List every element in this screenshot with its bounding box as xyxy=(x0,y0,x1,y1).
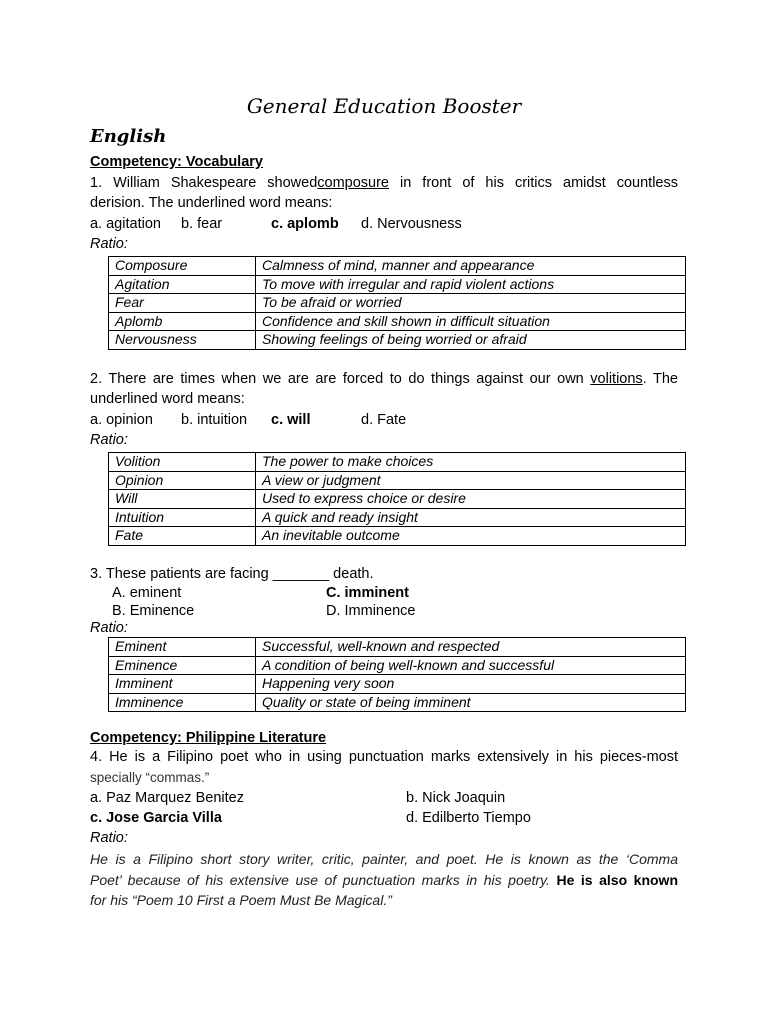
q4-line1: 4. He is a Filipino poet who in using punctuation marks extensively in his pieces-most xyxy=(90,749,678,765)
table-row xyxy=(109,527,686,546)
table-cell: Aplomb xyxy=(109,312,256,331)
table-row xyxy=(109,331,686,350)
table-cell: Used to express choice or desire xyxy=(256,490,686,509)
q3-option-b: B. Eminence xyxy=(112,603,195,619)
table-cell: Opinion xyxy=(109,471,256,490)
q4-option-d: d. Edilberto Tiempo xyxy=(406,810,531,826)
q1-prefix: 1. William Shakespeare showed xyxy=(90,175,318,191)
q3-option-a: A. eminent xyxy=(112,585,182,601)
table-row xyxy=(109,638,686,657)
q2-prefix: 2. There are times when we are are forced to do things against our own xyxy=(90,371,584,387)
table-row xyxy=(109,508,686,527)
q4-ratio-line3: for his “Poem 10 First a Poem Must Be Magical.” xyxy=(90,892,392,908)
q4-ratio-line2 xyxy=(90,870,678,890)
q4-ratio-line2-bold: He is also known xyxy=(556,872,678,888)
table-row xyxy=(109,312,686,331)
q1-option-c-answer: c. aplomb xyxy=(271,216,339,232)
table-row xyxy=(109,453,686,472)
q2-line1 xyxy=(90,369,678,389)
q3-line1: 3. These patients are facing _______ death. xyxy=(90,566,374,582)
q2-option-d: d. Fate xyxy=(361,412,407,428)
competency-literature-heading: Competency: Philippine Literature xyxy=(90,730,327,746)
q2-ratio-table xyxy=(108,452,686,546)
q4-option-a: a. Paz Marquez Benitez xyxy=(90,790,244,806)
q1-ratio-table xyxy=(108,256,686,350)
subject-heading: English xyxy=(90,126,167,147)
table-row xyxy=(109,693,686,712)
q1-suffix: in front of his critics amidst countless xyxy=(400,175,678,191)
q4-ratio-line1: He is a Filipino short story writer, critic, painter, and poet. He is known as the ‘Comma xyxy=(90,851,678,867)
q4-option-b: b. Nick Joaquin xyxy=(406,790,506,806)
table-cell: An inevitable outcome xyxy=(256,527,686,546)
q2-option-b: b. intuition xyxy=(181,412,248,428)
table-cell: Happening very soon xyxy=(256,675,686,694)
table-cell: Intuition xyxy=(109,508,256,527)
q4-line2: specially “commas.” xyxy=(90,770,210,785)
table-cell: Showing feelings of being worried or afraid xyxy=(256,331,686,350)
table-cell: Eminent xyxy=(109,638,256,657)
table-row xyxy=(109,275,686,294)
q2-suffix: . The xyxy=(642,371,678,387)
table-row xyxy=(109,490,686,509)
q1-line2: derision. The underlined word means: xyxy=(90,195,333,211)
table-cell: Will xyxy=(109,490,256,509)
table-cell: Calmness of mind, manner and appearance xyxy=(256,257,686,276)
q3-option-c-answer: C. imminent xyxy=(326,585,409,601)
table-cell: To move with irregular and rapid violent actions xyxy=(256,275,686,294)
table-cell: Composure xyxy=(109,257,256,276)
table-cell: Eminence xyxy=(109,656,256,675)
q1-option-d: d. Nervousness xyxy=(361,216,462,232)
table-cell: The power to make choices xyxy=(256,453,686,472)
competency-vocabulary-heading: Competency: Vocabulary xyxy=(90,154,263,170)
q4-ratio-line2-italic: Poet’ because of his extensive use of punctuation marks in his poetry. xyxy=(90,872,550,888)
q1-underlined-word: composure xyxy=(317,175,389,191)
table-row xyxy=(109,294,686,313)
table-cell: A view or judgment xyxy=(256,471,686,490)
q3-option-d: D. Imminence xyxy=(326,603,416,619)
table-row xyxy=(109,656,686,675)
table-cell: A condition of being well-known and successful xyxy=(256,656,686,675)
q2-underlined-word: volitions xyxy=(590,371,643,387)
table-cell: A quick and ready insight xyxy=(256,508,686,527)
table-cell: Volition xyxy=(109,453,256,472)
page-title: General Education Booster xyxy=(246,94,522,118)
q3-ratio-table xyxy=(108,637,686,712)
q2-ratio-label: Ratio: xyxy=(90,432,128,448)
table-cell: Imminence xyxy=(109,693,256,712)
q4-ratio-label: Ratio: xyxy=(90,830,128,846)
table-cell: Imminent xyxy=(109,675,256,694)
q2-line2: underlined word means: xyxy=(90,391,245,407)
q1-line1 xyxy=(90,173,678,193)
table-row xyxy=(109,675,686,694)
table-cell: Nervousness xyxy=(109,331,256,350)
table-cell: Confidence and skill shown in difficult situation xyxy=(256,312,686,331)
table-row xyxy=(109,257,686,276)
table-cell: Quality or state of being imminent xyxy=(256,693,686,712)
table-cell: Agitation xyxy=(109,275,256,294)
table-cell: Fear xyxy=(109,294,256,313)
q2-option-c-answer: c. will xyxy=(271,412,311,428)
q1-option-b: b. fear xyxy=(181,216,223,232)
q2-option-a: a. opinion xyxy=(90,412,153,428)
q1-ratio-label: Ratio: xyxy=(90,236,128,252)
table-cell: Fate xyxy=(109,527,256,546)
q1-option-a: a. agitation xyxy=(90,216,161,232)
table-row xyxy=(109,471,686,490)
table-cell: Successful, well-known and respected xyxy=(256,638,686,657)
table-cell: To be afraid or worried xyxy=(256,294,686,313)
q3-ratio-label: Ratio: xyxy=(90,620,128,636)
q4-option-c-answer: c. Jose Garcia Villa xyxy=(90,810,222,826)
